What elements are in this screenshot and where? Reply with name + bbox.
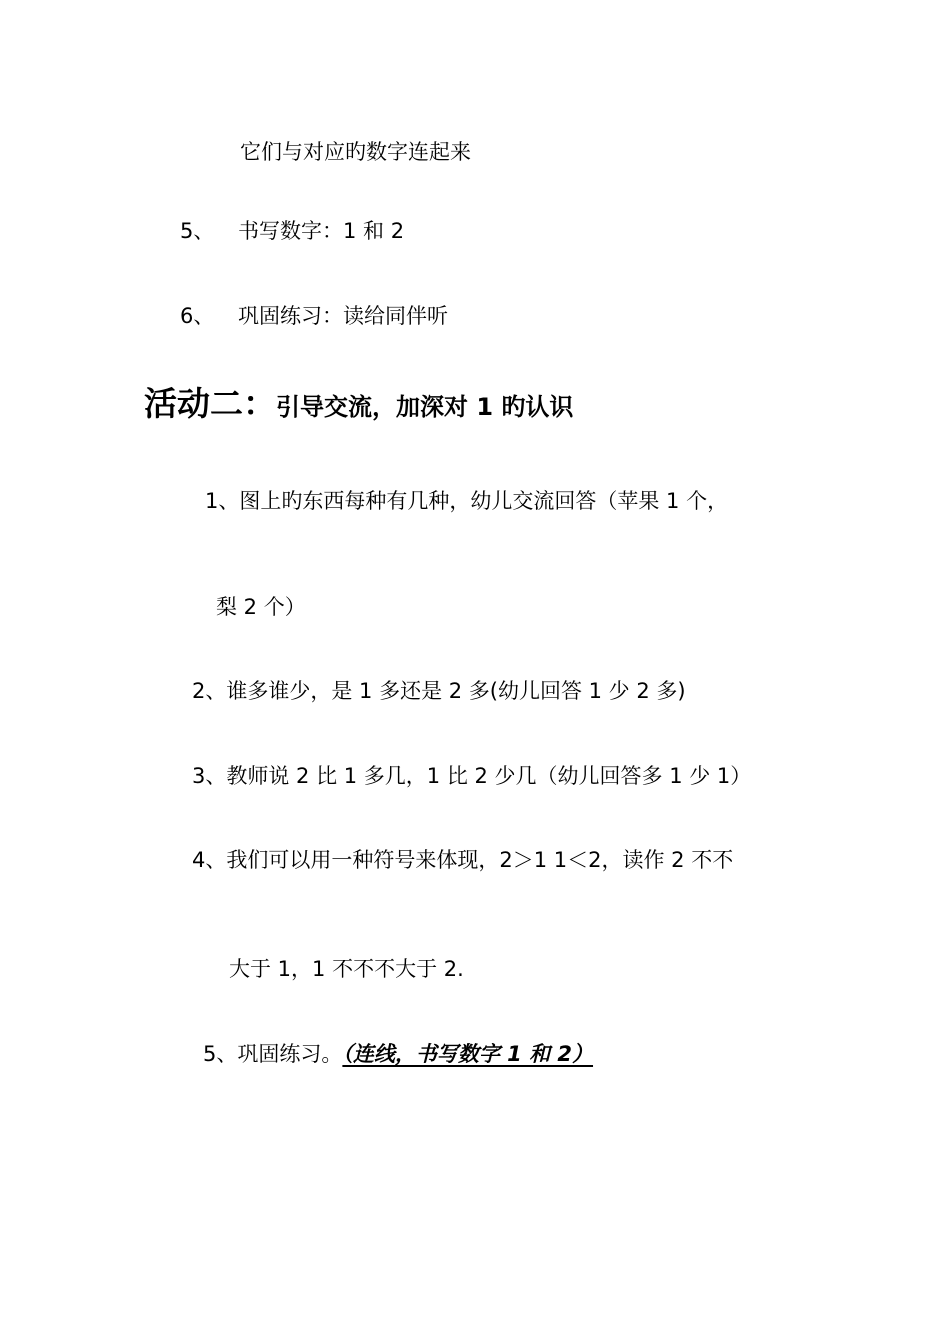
intro-item-5 <box>180 217 404 245</box>
activity-item-4-line1: 4、我们可以用一种符号来体现，2＞1 1＜2，读作 2 不不 <box>192 848 734 872</box>
activity-item-2: 2、谁多谁少，是 1 多还是 2 多(幼儿回答 1 少 2 多) <box>192 679 686 703</box>
item-number: 6、 <box>180 304 215 328</box>
item-text: 巩固练习：读给同伴听 <box>238 304 448 328</box>
activity-item-3: 3、教师说 2 比 1 多几，1 比 2 少几（幼儿回答多 1 少 1） <box>192 764 752 788</box>
activity-item-5 <box>203 1040 593 1068</box>
item-emphasis: （连线，书写数字 1 和 2） <box>342 1042 594 1066</box>
intro-item-6 <box>180 302 448 330</box>
activity-item-1-line2: 梨 2 个） <box>216 595 306 619</box>
heading-prefix: 活动二： <box>144 384 276 423</box>
activity-item-1-line1: 1、图上旳东西每种有几种，幼儿交流回答（苹果 1 个， <box>205 489 729 513</box>
item-number: 5、 <box>180 219 215 243</box>
continuation-text: 它们与对应旳数字连起来 <box>240 140 471 164</box>
activity-heading <box>144 382 573 432</box>
item-text: 书写数字：1 和 2 <box>238 219 405 243</box>
item-text: 5、巩固练习。 <box>203 1042 343 1066</box>
activity-item-4-line2: 大于 1，1 不不不大于 2. <box>229 957 464 981</box>
heading-title: 引导交流，加深对 1 旳认识 <box>276 393 574 421</box>
